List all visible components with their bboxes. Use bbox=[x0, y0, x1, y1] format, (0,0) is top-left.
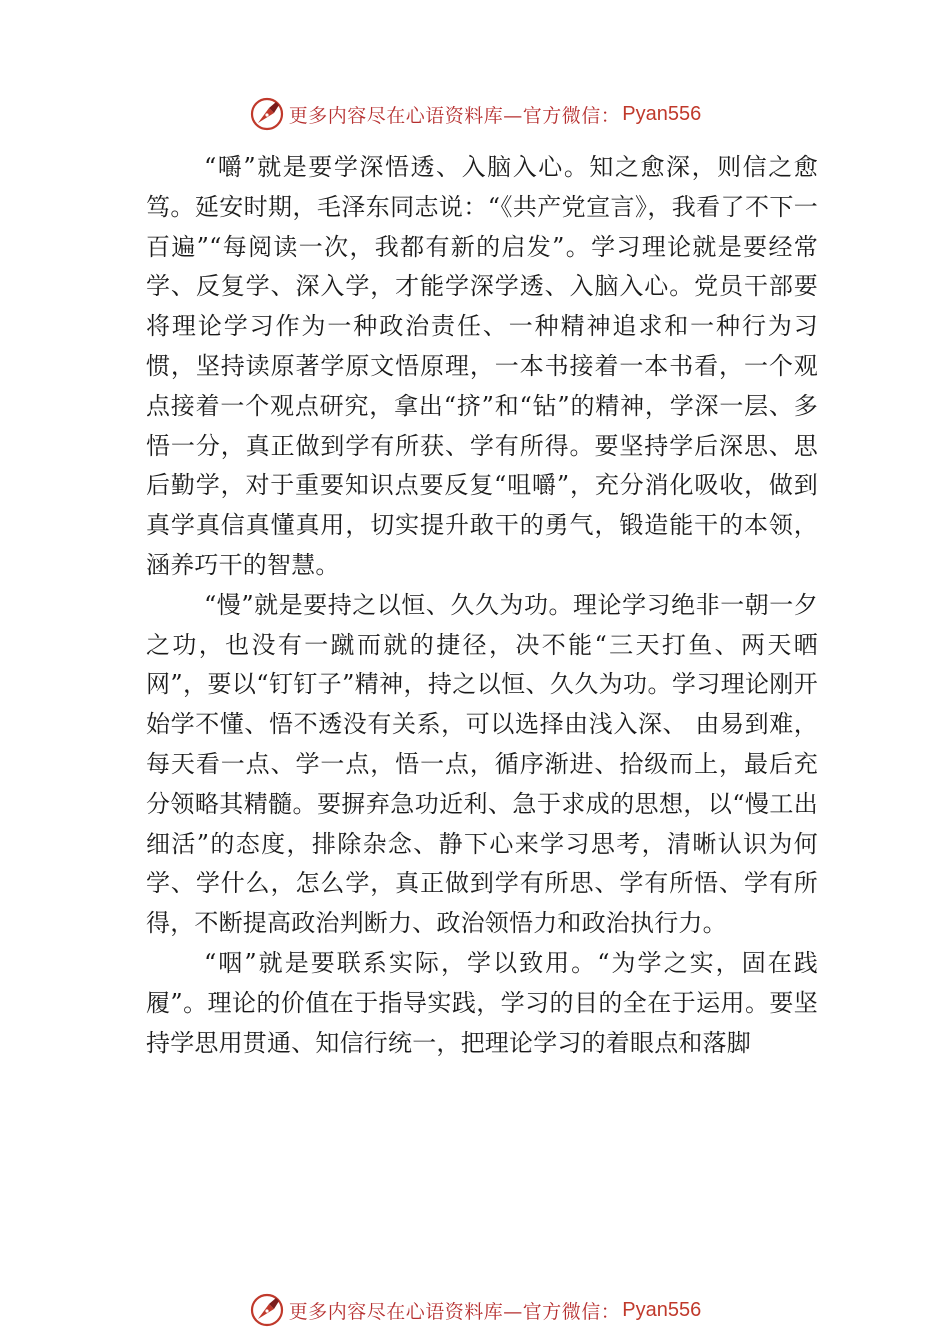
paragraph-slow: “慢”就是要持之以恒、久久为功。理论学习绝非一朝一夕之功，也没有一蹴而就的捷径，决不能“三天打鱼、两天晒网”，要以“钉钉子”精神，持之以恒、久久为功。学习理论刚开始学不懂、悟不透没有关系，可以选择由浅入深、 由易到难，每天看一点、学一点，悟一点，循序渐进、拾级而上，最后充分领略其精髓。要摒弃急功近利、急于求成的思想，以“慢工出细活”的态度，排除杂念、静下心来学习思考，清晰认识为何学、学什么，怎么学，真正做到学有所思、学有所悟、学有所得，不断提高政治判断力、政治领悟力和政治执行力。 bbox=[146, 590, 818, 938]
pen-nib-logo-icon bbox=[249, 96, 285, 132]
wechat-id: Pyan556 bbox=[622, 102, 702, 125]
pen-nib-logo-icon bbox=[249, 1292, 285, 1328]
banner-text: 更多内容尽在心语资料库—官方微信： bbox=[288, 1300, 621, 1323]
footer-banner bbox=[0, 1290, 950, 1330]
paragraph-swallow: “咽”就是要联系实际，学以致用。“为学之实，固在践履”。理论的价值在于指导实践，学习的目的全在于运用。要坚持学思用贯通、知信行统一，把理论学习的着眼点和落脚 bbox=[146, 948, 818, 1057]
wechat-id: Pyan556 bbox=[622, 1298, 702, 1321]
header-banner bbox=[0, 94, 950, 134]
banner-text: 更多内容尽在心语资料库—官方微信： bbox=[288, 104, 621, 127]
document-body bbox=[146, 148, 818, 1063]
paragraph-chew: “嚼”就是要学深悟透、入脑入心。知之愈深，则信之愈笃。延安时期，毛泽东同志说：“《共产党宣言》，我看了不下一百遍”“每阅读一次，我都有新的启发”。学习理论就是要经常学、反复学、深入学，才能学深学透、入脑入心。党员干部要将理论学习作为一种政治责任、一种精神追求和一种行为习惯，坚持读原著学原文悟原理，一本书接着一本书看，一个观点接着一个观点研究，拿出“挤”和“钻”的精神，学深一层、多悟一分，真正做到学有所获、学有所得。要坚持学后深思、思后勤学，对于重要知识点要反复“咀嚼”，充分消化吸收，做到真学真信真懂真用，切实提升敢干的勇气，锻造能干的本领，涵养巧干的智慧。 bbox=[146, 153, 818, 579]
